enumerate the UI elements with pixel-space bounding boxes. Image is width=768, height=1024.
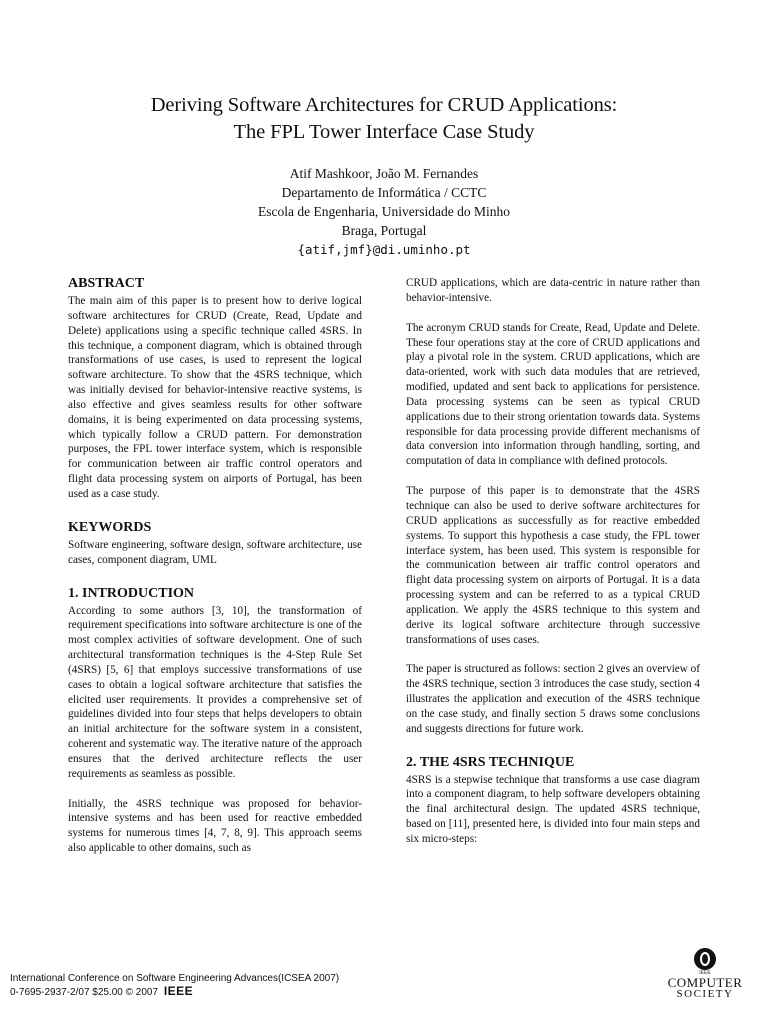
structure-paragraph: The paper is structured as follows: section 2 gives an overview of the 4SRS technique, section 3 introduces the case study, section 4 illustrates the application and execution of the 4SRS technique on the case study, and finally section 5 draws some conclusions and suggests directions for future work. — [406, 663, 700, 735]
technique-heading: 2. THE 4SRS TECHNIQUE — [406, 754, 575, 770]
author-city: Braga, Portugal — [341, 223, 427, 238]
author-department: Departamento de Informática / CCTC — [281, 185, 487, 200]
author-block — [60, 164, 708, 259]
logo-word-society: SOCIETY — [676, 988, 734, 1000]
footer-citation — [10, 972, 339, 999]
technique-paragraph: 4SRS is a stepwise technique that transforms a use case diagram into a component diagram, to help software developers obtaining the final architectural design. The updated 4SRS technique, based on [11], presented here, is divided into four main steps and six micro-steps: — [406, 773, 700, 845]
author-email: {atif,jmf}@di.uminho.pt — [297, 242, 471, 257]
author-names: Atif Mashkoor, João M. Fernandes — [289, 166, 479, 181]
keywords-text: Software engineering, software design, software architecture, use cases, component diagram, UML — [68, 538, 362, 566]
logo-word-computer: COMPUTER — [667, 975, 743, 990]
footer-ieee-logo: IEEE — [163, 984, 194, 998]
author-school: Escola de Engenharia, Universidade do Minho — [258, 204, 510, 219]
crud-paragraph: The acronym CRUD stands for Create, Read, Update and Delete. These four operations stay at the core of CRUD applications and play a pivotal role in the system. CRUD applications, which are data-oriented, work with such data modules that are retrieved, modified, updated and sent back to applications for persistence. Data processing systems can be seen as typical CRUD applications due to their strong orientation towards data. Systems responsible for data processing provide different mechanisms of data conversion into information through handling, sorting, and computation of data in compliance with defined protocols. — [406, 321, 700, 468]
keywords-heading: KEYWORDS — [68, 519, 152, 535]
introduction-paragraph-1: According to some authors [3, 10], the transformation of requirement specifications into software architecture is one of the most complex activities of software development. One of such architectural transformation techniques is the 4-Step Rule Set (4SRS) [5, 6] that employs successive transformations of use cases to obtain a logical software architecture that satisfies the elicited user requirements. It provides a comprehensive set of guidelines divided into four steps that helps developers to obtain an initial architecture for the software system in a consistent, coherent and systematic way. The iterative nature of the approach ensures that the derived architecture reflects the user requirements as seamless as possible. — [68, 604, 362, 780]
footer-isbn: 0-7695-2937-2/07 $25.00 © 2007 — [10, 987, 159, 998]
footer-isbn-line — [10, 985, 339, 999]
abstract-text: The main aim of this paper is to present how to derive logical software architectures for CRUD (Create, Read, Update and Delete) applications using a specific technique called 4SRS. In this technique, a component diagram, which is obtained through transformations of use cases, is used to represent the logical software architecture. To show that the 4SRS technique, which was initially devised for behavior-intensive reactive systems, is also effective and gives seamless results for other software domains, it is being experimented on data processing systems, which typically follow a CRUD pattern. For demonstration purposes, the FPL tower interface system, which is responsible for communication between air traffic control operators and flight data processing system on airports of Portugal, has been used as a case study. — [68, 295, 362, 500]
abstract-heading: ABSTRACT — [68, 276, 145, 291]
intro-continued-paragraph: CRUD applications, which are data-centric in nature rather than behavior-intensive. — [406, 277, 700, 304]
right-column — [406, 276, 700, 847]
paper-title — [60, 92, 708, 146]
footer-conference: International Conference on Software Engineering Advances(ICSEA 2007) — [10, 973, 340, 984]
title-line-2: The FPL Tower Interface Case Study — [233, 121, 535, 143]
left-column — [68, 276, 362, 856]
logo-ieee-small: IEEE — [699, 970, 711, 976]
computer-society-mark-icon — [694, 948, 716, 970]
introduction-heading: 1. INTRODUCTION — [68, 585, 195, 601]
introduction-paragraph-2: Initially, the 4SRS technique was proposed for behavior-intensive systems and has been used for reactive embedded systems for numerous times [4, 7, 8, 9]. This approach seems also applicable to other domains, such as — [68, 797, 362, 855]
computer-society-logo — [660, 948, 750, 1004]
purpose-paragraph: The purpose of this paper is to demonstrate that the 4SRS technique can also be used to derive software architectures for CRUD applications as successfully as for reactive embedded systems. To support this hypothesis a case study, the FPL tower interface system, has been used. This system is responsible for the communication between air traffic control operators and flight data processing system on airports of Portugal. It is a data processing system and can be referred to as a typical CRUD application. We apply the 4SRS technique to this system and derive its logical software architecture through successive transformations of uses cases. — [406, 485, 700, 646]
title-line-1: Deriving Software Architectures for CRUD Applications: — [150, 94, 618, 116]
